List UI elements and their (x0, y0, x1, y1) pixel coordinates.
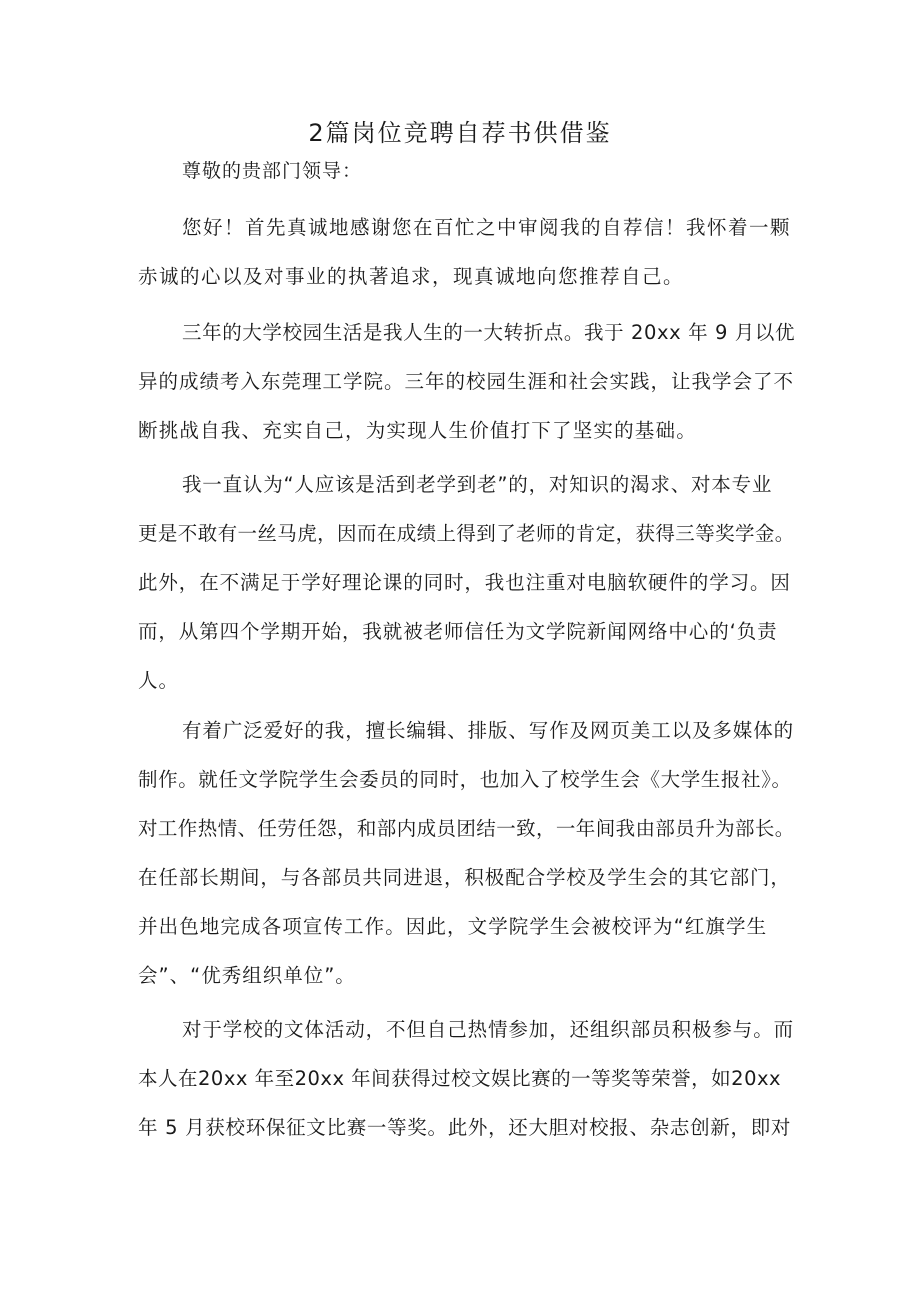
body-line: 异的成绩考入东莞理工学院。三年的校园生涯和社会实践，让我学会了不 (138, 370, 795, 393)
body-line: 人。 (138, 669, 180, 692)
body-line: 您好！首先真诚地感谢您在百忙之中审阅我的自荐信！我怀着一颗 (182, 216, 792, 239)
body-line: 断挑战自我、充实自己，为实现人生价值打下了坚实的基础。 (138, 419, 697, 442)
body-line: 此外，在不满足于学好理论课的同时，我也注重对电脑软硬件的学习。因 (138, 571, 791, 594)
body-line: 有着广泛爱好的我，擅长编辑、排版、写作及网页美工以及多媒体的 (182, 719, 795, 742)
greeting: 尊敬的贵部门领导： (182, 160, 363, 182)
document-title: 2篇岗位竞聘自荐书供借鉴 (308, 119, 612, 148)
body-line: 三年的大学校园生活是我人生的一大转折点。我于 20xx 年 9 月以优 (182, 321, 796, 344)
body-line: 在任部长期间，与各部员共同进退，积极配合学校及学生会的其它部门， (138, 866, 791, 889)
body-line: 本人在20xx 年至20xx 年间获得过校文娱比赛的一等奖等荣誉，如20xx (138, 1067, 782, 1090)
body-line: 对工作热情、任劳任怨，和部内成员团结一致，一年间我由部员升为部长。 (138, 817, 795, 840)
body-line: 对于学校的文体活动，不但自己热情参加，还组织部员积极参与。而 (182, 1018, 795, 1041)
body-line: 并出色地完成各项宣传工作。因此，文学院学生会被校评为“红旗学生 (138, 915, 768, 938)
body-line: 年 5 月获校环保征文比赛一等奖。此外，还大胆对校报、杂志创新，即对 (138, 1116, 792, 1139)
body-line: 更是不敢有一丝马虎，因而在成绩上得到了老师的肯定，获得三等奖学金。 (138, 522, 795, 545)
body-line: 赤诚的心以及对事业的执著追求，现真诚地向您推荐自己。 (138, 265, 685, 288)
body-line: 制作。就任文学院学生会委员的同时，也加入了校学生会《大学生报社》。 (138, 768, 792, 791)
body-line: 而，从第四个学期开始，我就被老师信任为文学院新闻网络中心的‘负责 (138, 620, 778, 643)
body-line: 会”、“优秀组织单位”。 (138, 964, 356, 987)
body-line: 我一直认为“人应该是活到老学到老”的，对知识的渴求、对本专业 (182, 473, 773, 496)
